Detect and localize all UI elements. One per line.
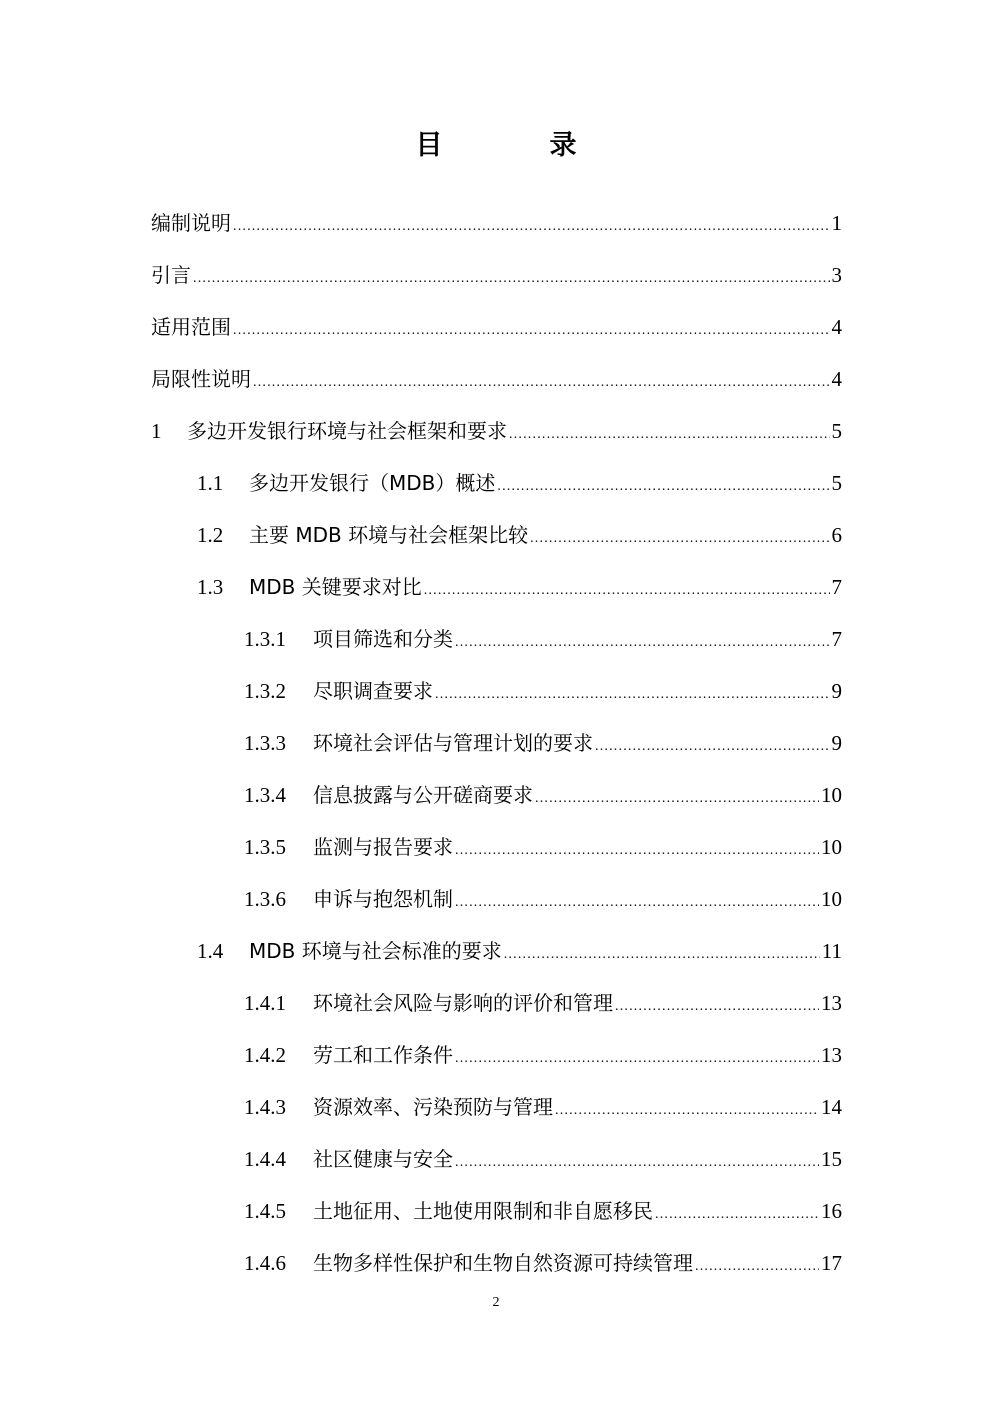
toc-entry-page: 4 [831, 315, 842, 339]
toc-entry-number: 1.4.5 [244, 1199, 286, 1223]
toc-entry[interactable] [151, 252, 842, 298]
toc-entry-title: 环境社会评估与管理计划的要求 [313, 731, 593, 755]
toc-dot-leader [424, 568, 830, 614]
toc-entry-number: 1.4.3 [244, 1095, 286, 1119]
toc-entry-page: 17 [821, 1251, 842, 1275]
toc-entry-title: 土地征用、土地使用限制和非自愿移民 [313, 1199, 653, 1223]
toc-entry-page: 6 [831, 523, 842, 547]
toc-entry-page: 15 [821, 1147, 842, 1171]
toc-entry-title: 信息披露与公开磋商要求 [313, 783, 533, 807]
toc-entry[interactable] [244, 1240, 842, 1286]
toc-entry-page: 4 [831, 367, 842, 391]
toc-entry[interactable] [244, 1136, 842, 1182]
toc-entry-title: 社区健康与安全 [313, 1147, 453, 1171]
toc-entry-number: 1.3.6 [244, 887, 286, 911]
toc-entry-page: 13 [821, 1043, 842, 1067]
toc-dot-leader [455, 880, 819, 926]
toc-entry[interactable] [244, 1084, 842, 1130]
toc-entry-title: 引言 [151, 263, 191, 287]
toc-entry-title: 主要 MDB 环境与社会框架比较 [249, 523, 529, 547]
toc-dot-leader [455, 1036, 819, 1082]
toc-dot-leader [193, 256, 830, 302]
toc-entry-page: 9 [831, 679, 842, 703]
toc-entry-page: 5 [831, 471, 842, 495]
toc-dot-leader [455, 828, 819, 874]
toc-entry-title: 申诉与抱怨机制 [313, 887, 453, 911]
toc-dot-leader [497, 464, 829, 510]
toc-entry[interactable] [151, 200, 842, 246]
toc-entry-title: 监测与报告要求 [313, 835, 453, 859]
toc-entry[interactable] [151, 304, 842, 350]
toc-entry[interactable] [244, 1188, 842, 1234]
toc-entry-number: 1.3 [197, 575, 224, 599]
toc-entry-page: 10 [821, 783, 842, 807]
toc-dot-leader [555, 1088, 819, 1134]
toc-entry-page: 10 [821, 835, 842, 859]
toc-dot-leader [435, 672, 830, 718]
toc-entry-page: 9 [831, 731, 842, 755]
toc-entry-page: 14 [821, 1095, 842, 1119]
toc-entry-number: 1.3.1 [244, 627, 286, 651]
toc-entry-number: 1.3.4 [244, 783, 286, 807]
toc-dot-leader [504, 932, 820, 978]
toc-entry[interactable] [197, 460, 842, 506]
toc-entry-title: 适用范围 [151, 315, 231, 339]
toc-entry-title: 尽职调查要求 [313, 679, 433, 703]
toc-dot-leader [233, 308, 830, 354]
toc-entry-title: 项目筛选和分类 [313, 627, 453, 651]
toc-entry-page: 1 [831, 211, 842, 235]
toc-dot-leader [530, 516, 829, 562]
toc-entry-number: 1 [151, 419, 162, 443]
toc-dot-leader [595, 724, 830, 770]
toc-entry-number: 1.4.2 [244, 1043, 286, 1067]
toc-entry-page: 16 [821, 1199, 842, 1223]
toc-entry-number: 1.3.2 [244, 679, 286, 703]
toc-entry-title: 劳工和工作条件 [313, 1043, 453, 1067]
toc-entry-page: 13 [821, 991, 842, 1015]
page-title: 目 录 [415, 130, 617, 161]
toc-dot-leader [535, 776, 819, 822]
toc-entry[interactable] [244, 616, 842, 662]
toc-entry-title: 多边开发银行环境与社会框架和要求 [187, 419, 507, 443]
toc-entry[interactable] [244, 980, 842, 1026]
page-number: 2 [492, 1295, 500, 1310]
toc-entry-number: 1.3.5 [244, 835, 286, 859]
toc-dot-leader [615, 984, 819, 1030]
toc-dot-leader [655, 1192, 819, 1238]
toc-entry-page: 3 [831, 263, 842, 287]
toc-dot-leader [509, 412, 830, 458]
toc-entry-page: 5 [831, 419, 842, 443]
toc-entry-title: MDB 关键要求对比 [249, 575, 422, 599]
toc-entry[interactable] [244, 1032, 842, 1078]
toc-dot-leader [233, 204, 830, 250]
toc-entry[interactable] [197, 564, 842, 610]
toc-dot-leader [455, 1140, 819, 1186]
toc-entry-number: 1.4 [197, 939, 224, 963]
toc-entry-title: 生物多样性保护和生物自然资源可持续管理 [313, 1251, 693, 1275]
toc-entry-page: 11 [821, 939, 842, 963]
toc-entry-title: MDB 环境与社会标准的要求 [249, 939, 502, 963]
toc-dot-leader [455, 620, 830, 666]
toc-entry[interactable] [244, 668, 842, 714]
toc-entry-number: 1.1 [197, 471, 224, 495]
toc-entry-title: 局限性说明 [151, 367, 251, 391]
toc-entry[interactable] [244, 720, 842, 766]
toc-entry-page: 7 [831, 575, 842, 599]
toc-entry-page: 10 [821, 887, 842, 911]
toc-entry[interactable] [197, 512, 842, 558]
toc-dot-leader [695, 1244, 819, 1290]
toc-entry[interactable] [244, 772, 842, 818]
toc-entry-number: 1.2 [197, 523, 224, 547]
toc-entry-title: 资源效率、污染预防与管理 [313, 1095, 553, 1119]
toc-entry-title: 多边开发银行（MDB）概述 [249, 471, 496, 495]
toc-entry-number: 1.4.4 [244, 1147, 286, 1171]
toc-entry[interactable] [151, 408, 842, 454]
toc-entry[interactable] [244, 876, 842, 922]
toc-entry-number: 1.4.6 [244, 1251, 286, 1275]
toc-entry-title: 编制说明 [151, 211, 231, 235]
toc-entry[interactable] [197, 928, 842, 974]
toc-dot-leader [253, 360, 830, 406]
toc-entry-number: 1.3.3 [244, 731, 286, 755]
toc-entry-number: 1.4.1 [244, 991, 286, 1015]
toc-entry-title: 环境社会风险与影响的评价和管理 [313, 991, 613, 1015]
toc-entry[interactable] [244, 824, 842, 870]
toc-entry[interactable] [151, 356, 842, 402]
toc-entry-page: 7 [831, 627, 842, 651]
